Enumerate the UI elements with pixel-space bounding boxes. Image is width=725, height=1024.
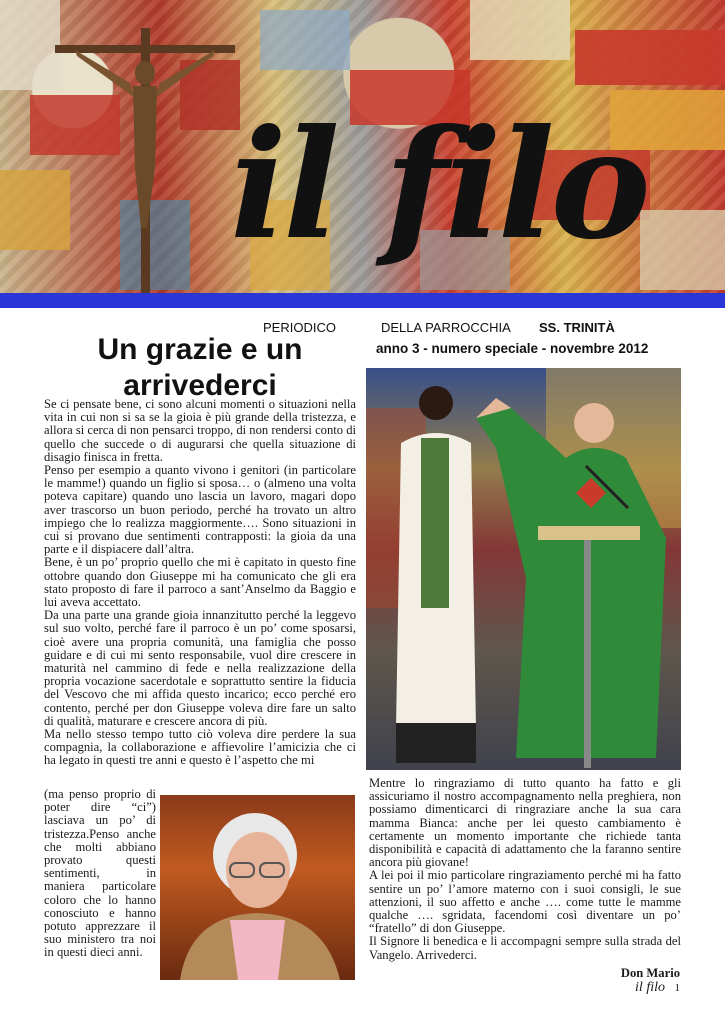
parish-name: SS. TRINITÀ: [539, 320, 615, 335]
parish-label: DELLA PARROCCHIA: [381, 320, 511, 335]
paragraph: Il Signore li benedica e li accompagni sempre sulla strada del Vangelo. Arrivederci.: [369, 934, 681, 962]
masthead-mosaic: [0, 0, 725, 293]
mass-photo-illustration: [366, 368, 681, 770]
paragraph: (ma penso proprio di poter dire “ci”) lasciava un po’ di tristezza.Penso anche che molti abbiano provato questi sentimenti, in maniera particolare coloro che lo hanno conosciuto e hanno potuto apprezzare il suo ministero tra noi in questi dieci anni.: [44, 787, 156, 960]
portrait-photo: [160, 795, 355, 980]
article-column-right: [369, 777, 681, 962]
paragraph: Penso per esempio a quanto vivono i genitori (in particolare le mamme!) quando un figlio si sposa… o (almeno una volta poteva capitare) quando uno lascia un lavoro, magari dopo aver trascorso un buon periodo, perché ha trovato un altro impiego che lo realizza maggiormente…. Sono situazioni in cui si provano due sentimenti contrapposti: la gioia da una parte e il dispiacere dall’altra.: [44, 463, 356, 557]
page-number: 1: [674, 982, 680, 994]
article-column-narrow: [44, 788, 156, 960]
masthead-accent-bar: [0, 293, 725, 308]
crucifix-icon: [55, 28, 235, 293]
footer-brand: il filo: [635, 980, 665, 995]
portrait-photo-illustration: [160, 795, 355, 980]
paragraph: Mentre lo ringraziamo di tutto quanto ha fatto e gli assicuriamo il nostro accompagnamento nella preghiera, non possiamo dimenticarci di ringraziare anche la sua cara mamma Bianca: anche per lei questo cambiamento è certamente un momento importante che richiede tanta disponibilità e capacità di adattamento che la faranno sentire ancora più giovane!: [369, 776, 681, 870]
paragraph: Bene, è un po’ proprio quello che mi è capitato in questo fine ottobre quando don Giuseppe mi ha comunicato che gli era stato proposto di fare il parroco a sant’Anselmo da Baggio e lui aveva accettato.: [44, 555, 356, 610]
page-footer: [600, 980, 680, 996]
periodical-label: PERIODICO: [263, 320, 336, 335]
article-headline: Un grazie e un arrivederci: [97, 333, 303, 402]
article-column-left: [44, 398, 356, 768]
paragraph: Da una parte una grande gioia innanzitutto perché la leggevo sul suo volto, perché fare il parroco è un po’ come sposarsi, cioè avere una propria comunità, una famiglia che posso guidare e di cui mi sento responsabile, vuol dire crescere in maturità nel cammino di fede e nella realizzazione della propria vocazione sacerdotale e soprattutto sentire la fiducia del Vescovo che mi affida questo incarico; ecco perché ero contento, perché per don Giuseppe voleva dire fare un salto di qualità, maturare e crescere ancora di più.: [44, 608, 356, 728]
paragraph: Ma nello stesso tempo tutto ciò voleva dire perdere la sua compagnia, la collaborazione e affievolire l’amicizia che ci ha legato in questi tre anni e questo è l’aspetto che mi: [44, 727, 356, 768]
paragraph: Se ci pensate bene, ci sono alcuni momenti o situazioni nella vita in cui non si sa se la gioia è più grande della tristezza, e allora si cerca di non pensarci troppo, di non rendersi conto di quello che succede o di augurarsi che quella situazione di disagio finisca in fretta.: [44, 397, 356, 464]
paragraph: A lei poi il mio particolare ringraziamento perché mi ha fatto sentire un po’ l’amore materno con i suoi consigli, le sue attenzioni, il suo affetto e anche …. come tutte le mamme qualche …. sgridata, facendomi così diventare un po’ “fratello” di don Giuseppe.: [369, 868, 681, 936]
issue-info: anno 3 - numero speciale - novembre 2012: [376, 341, 649, 356]
mass-photo: [366, 368, 681, 770]
article-signature: Don Mario: [620, 966, 680, 980]
masthead-title: il filo: [230, 97, 647, 273]
